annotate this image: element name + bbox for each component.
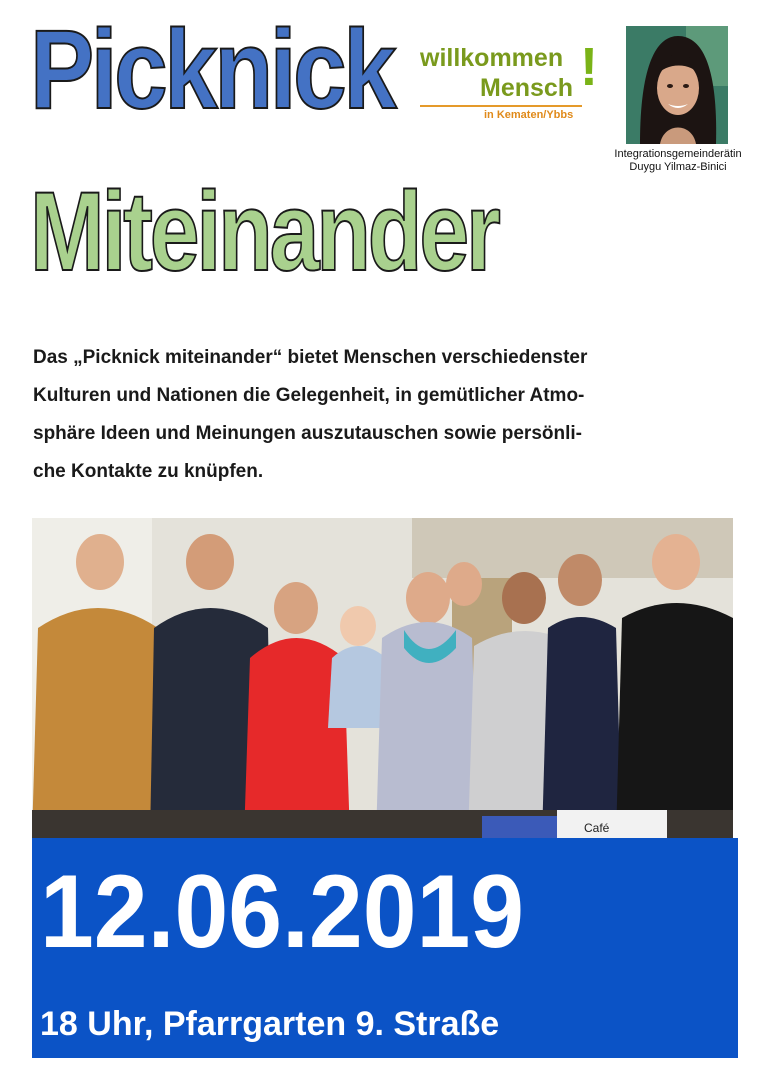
event-date: 12.06.2019 (40, 854, 525, 970)
intro-paragraph (33, 339, 733, 491)
date-banner (32, 838, 738, 1058)
intro-line: che Kontakte zu knüpfen. (33, 461, 264, 482)
title-picknick: Picknick (30, 7, 394, 132)
portrait-caption (590, 148, 764, 174)
portrait-photo (626, 26, 728, 144)
event-details: 18 Uhr, Pfarrgarten 9. Straße (40, 1005, 500, 1043)
logo-word-mensch: Mensch (480, 74, 574, 102)
logo-exclamation: ! (580, 37, 598, 97)
caption-role: Integrationsgemeinderätin (614, 148, 742, 160)
logo-word-willkommen: willkommen (420, 44, 564, 72)
intro-line: Kulturen und Nationen die Gelegenheit, in gemütlicher Atmo- (33, 385, 585, 406)
title-miteinander: Miteinander (30, 169, 498, 294)
logo-location: in Kematen/Ybbs (484, 109, 574, 121)
logo-underline (420, 105, 582, 107)
intro-line: sphäre Ideen und Meinungen auszutauschen sowie persönli- (33, 423, 582, 444)
intro-line: Das „Picknick miteinander“ bietet Menschen verschiedenster (33, 347, 588, 368)
group-photo (32, 518, 733, 838)
photo-sign-text: Café (584, 821, 610, 835)
caption-name: Duygu Yilmaz-Binici (629, 161, 727, 173)
willkommen-mensch-logo (420, 37, 610, 124)
